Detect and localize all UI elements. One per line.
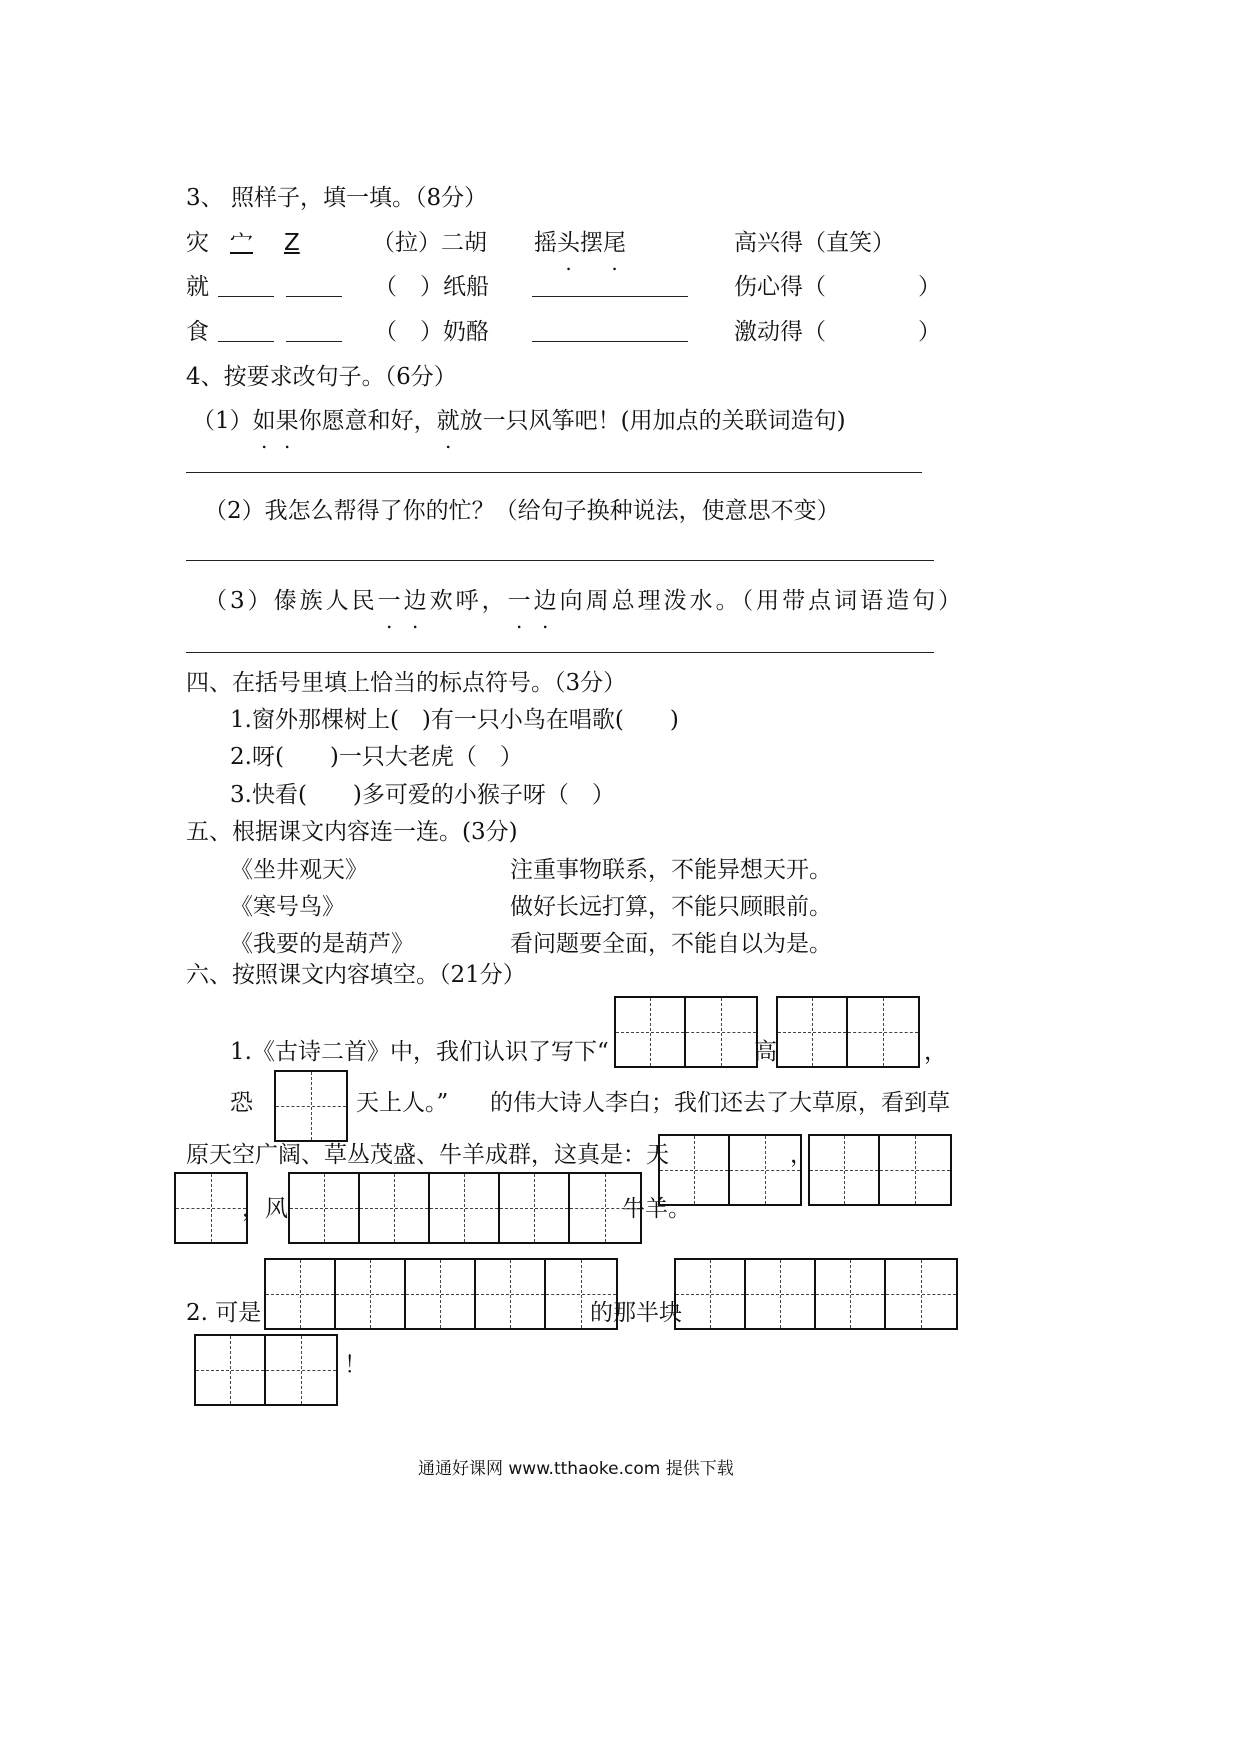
sentence-text: 欢呼， bbox=[429, 588, 508, 614]
fill-text: 的伟大诗人李白；我们还去了大草原，看到草 bbox=[490, 1090, 950, 1116]
blank-line[interactable] bbox=[532, 341, 688, 342]
dotted-char: 果 bbox=[275, 408, 299, 434]
idiom-char: 摆 bbox=[580, 230, 603, 256]
tian-grid-5[interactable] bbox=[288, 1172, 642, 1244]
match-left-item[interactable]: 《寒号鸟》 bbox=[230, 894, 345, 920]
punctuation-item: 2.呀( )一只大老虎（ ） bbox=[230, 744, 523, 770]
punctuation-item: 1.窗外那棵树上( )有一只小鸟在唱歌( ) bbox=[230, 707, 679, 733]
sentence-text: 向周总理泼水。（用带点词语造句） bbox=[559, 588, 965, 614]
fill-text: ，风 bbox=[242, 1196, 288, 1222]
q3-row1-phrase: 高兴得（直笑） bbox=[734, 230, 895, 256]
dotted-char: 边 bbox=[533, 588, 560, 614]
match-right-item[interactable]: 注重事物联系，不能异想天开。 bbox=[510, 857, 832, 883]
blank-line[interactable] bbox=[286, 341, 342, 342]
section-five-title: 五、根据课文内容连一连。(3分) bbox=[186, 819, 518, 845]
blank-line[interactable] bbox=[532, 296, 688, 297]
match-right-item[interactable]: 做好长远打算，不能只顾眼前。 bbox=[510, 894, 832, 920]
answer-line[interactable] bbox=[186, 652, 934, 653]
dotted-char: 一 bbox=[377, 588, 404, 614]
tian-grid-1[interactable] bbox=[174, 1172, 248, 1244]
sentence-text: （3）傣族人民 bbox=[204, 588, 378, 614]
tian-grid-2[interactable] bbox=[808, 1134, 952, 1206]
idiom-char: 摇 bbox=[534, 230, 557, 256]
footer-text: 通通好课网 www.tthaoke.com 提供下载 bbox=[418, 1459, 734, 1479]
q4-sentence-1 bbox=[192, 406, 846, 436]
blank-line[interactable] bbox=[286, 296, 342, 297]
fill-text: 牛羊。 bbox=[622, 1196, 691, 1222]
fill-text: 1.《古诗二首》中，我们认识了写下“ bbox=[230, 1039, 609, 1065]
sentence-text: （1） bbox=[192, 408, 253, 434]
match-left-item[interactable]: 《我要的是葫芦》 bbox=[230, 931, 414, 957]
section-six-title: 六、按照课文内容填空。（21分） bbox=[186, 962, 526, 988]
fill-text: ， bbox=[790, 1142, 813, 1168]
fill-text: ！ bbox=[344, 1352, 367, 1378]
tian-grid-4[interactable] bbox=[674, 1258, 958, 1330]
q4-title: 4、按要求改句子。（6分） bbox=[186, 364, 457, 390]
blank-line[interactable] bbox=[218, 296, 274, 297]
answer-line[interactable] bbox=[186, 472, 922, 473]
idiom-dotted-char: 尾 bbox=[603, 230, 626, 256]
tian-grid-2[interactable] bbox=[614, 996, 758, 1068]
fill-text: 2. 可是 bbox=[186, 1300, 262, 1326]
q3-title: 3、 照样子，填一填。（8分） bbox=[186, 185, 488, 211]
q3-row3-example: （ ）奶酪 bbox=[374, 319, 489, 345]
q4-sentence-2: （2）我怎么帮得了你的忙？（给句子换种说法，使意思不变） bbox=[204, 498, 840, 524]
dotted-char: 如 bbox=[252, 408, 276, 434]
sentence-text: 你愿意和好， bbox=[298, 408, 437, 434]
punctuation-item: 3.快看( )多可爱的小猴子呀（ ） bbox=[230, 782, 615, 808]
sentence-text: 放一只风筝吧！(用加点的关联词造句) bbox=[459, 408, 846, 434]
q3-row3-char: 食 bbox=[186, 319, 209, 345]
answer-line[interactable] bbox=[186, 560, 934, 561]
fill-text: 天上人。” bbox=[356, 1090, 449, 1116]
q3-row2-phrase: 伤心得（ ） bbox=[734, 274, 941, 300]
fill-text: 高 bbox=[754, 1039, 777, 1065]
dotted-char: 边 bbox=[403, 588, 430, 614]
q3-row2-example: （ ）纸船 bbox=[374, 274, 489, 300]
fill-text: 原天空广阔、草丛茂盛、牛羊成群，这真是：天 bbox=[186, 1142, 669, 1168]
dotted-char: 就 bbox=[436, 408, 460, 434]
q3-row1-stroke: Z bbox=[284, 230, 300, 256]
q3-row1-char: 灾 bbox=[186, 230, 209, 256]
tian-grid-2[interactable] bbox=[776, 996, 920, 1068]
blank-line[interactable] bbox=[218, 341, 274, 342]
q3-row1-idiom bbox=[534, 228, 626, 258]
tian-grid-1[interactable] bbox=[274, 1070, 348, 1142]
match-right-item[interactable]: 看问题要全面，不能自以为是。 bbox=[510, 931, 832, 957]
fill-text: 恐 bbox=[230, 1090, 253, 1116]
dotted-char: 一 bbox=[507, 588, 534, 614]
q3-row3-phrase: 激动得（ ） bbox=[734, 319, 941, 345]
q3-row1-radical: 宀 bbox=[230, 230, 253, 256]
section-four-title: 四、在括号里填上恰当的标点符号。（3分） bbox=[186, 670, 627, 696]
q4-sentence-3 bbox=[204, 586, 964, 616]
fill-text: 的那半块 bbox=[590, 1300, 682, 1326]
q3-row2-char: 就 bbox=[186, 274, 209, 300]
tian-grid-2[interactable] bbox=[194, 1334, 338, 1406]
tian-grid-5[interactable] bbox=[264, 1258, 618, 1330]
fill-text: ， bbox=[924, 1039, 947, 1065]
q3-row1-example: （拉）二胡 bbox=[372, 230, 487, 256]
match-left-item[interactable]: 《坐井观天》 bbox=[230, 857, 368, 883]
idiom-dotted-char: 头 bbox=[557, 230, 580, 256]
